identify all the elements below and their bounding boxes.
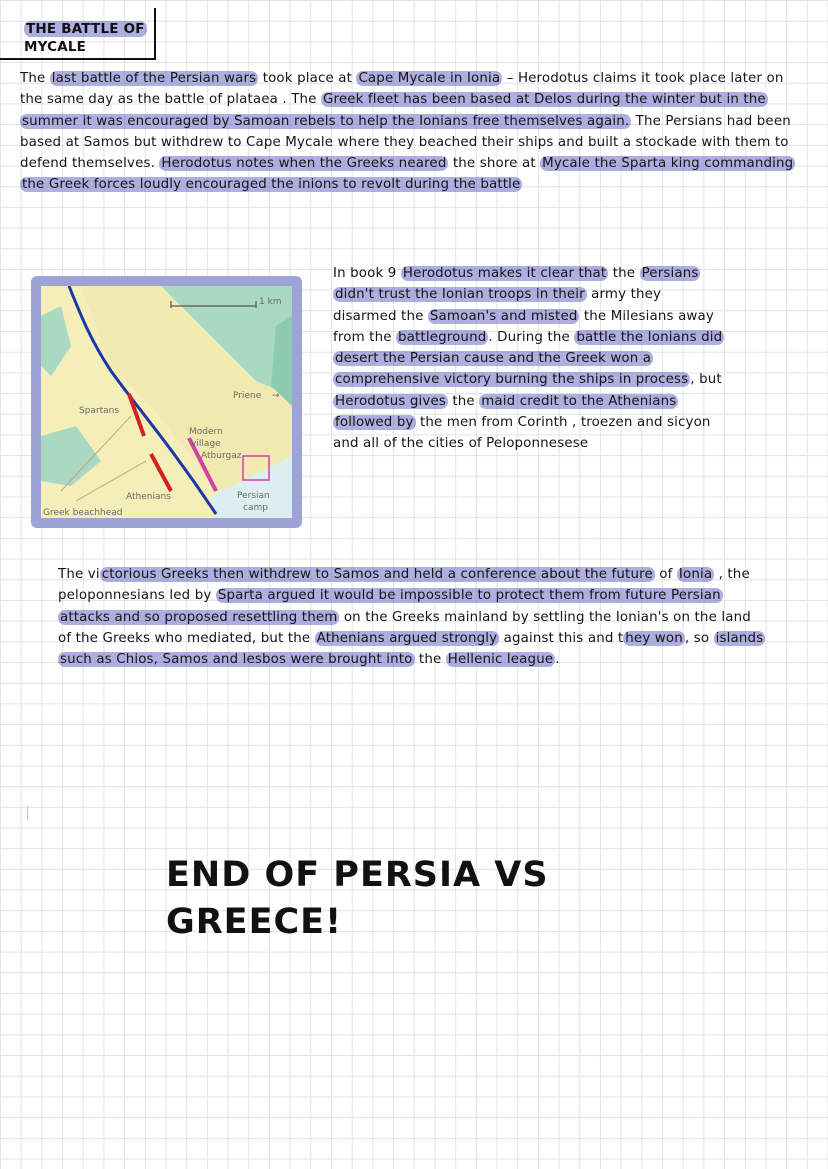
text-segment: on the Greeks mainland by settling the Ionian's on the land of the Greeks who mediated, but the (58, 609, 751, 646)
highlighted-text: Cape Mycale in Ionia (358, 71, 501, 86)
paragraph-aftermath (58, 564, 768, 670)
map-label-spartans: Spartans (79, 406, 120, 416)
text-segment: the (608, 266, 640, 281)
text-segment: The (20, 71, 50, 86)
text-segment: – Herodotus claims it took place later on the same day as the battle of plataea . The (20, 71, 784, 108)
end-heading-line-1: END OF PERSIA VS (166, 855, 549, 895)
highlighted-text: maid credit to the Athenians followed by (335, 393, 677, 431)
text-segment: The Persians had been based at Samos but withdrew to Cape Mycale where they beached their ships and built a stockade with them to defend themselves. (20, 113, 791, 172)
title-line-2: MYCALE (24, 39, 87, 55)
highlighted-text: Athenians argued strongly (316, 630, 498, 646)
title-line-1: THE BATTLE OF (26, 21, 145, 37)
text-segment: , the peloponnesians led by (58, 567, 750, 604)
highlighted-text: ctorious Greeks then withdrew to Samos and held a conference about the future (101, 567, 653, 582)
map-scale-label: 1 km (259, 297, 282, 307)
text-segment: . During the (488, 329, 575, 345)
highlighted-text: Herodotus notes when the Greeks neared (161, 156, 447, 172)
text-segment: , so (684, 630, 714, 646)
text-segment: against this and t (499, 630, 624, 646)
text-segment: , but (690, 372, 722, 388)
highlighted-text: battle the Ionians did desert the Persian cause and the Greek won a comprehensive victory burning the ships in process (335, 329, 723, 388)
battle-map (31, 276, 302, 528)
highlighted-text: Hellenic league (447, 652, 554, 668)
highlighted-text: Sparta argued it would be impossible to protect them from future Persian attacks and so proposed resettling them (60, 588, 721, 625)
text-segment: The vi (58, 567, 100, 582)
map-label-persian: Persian (237, 491, 270, 501)
highlighted-text: Mycale the Sparta king commanding the Greek forces loudly encouraged the inions to revolt during the battle (22, 156, 794, 193)
text-segment: In book 9 (333, 266, 401, 281)
highlighted-text: Herodotus makes it clear that (402, 266, 607, 281)
text-segment: . (555, 652, 560, 668)
map-label-modern: Modern (189, 427, 223, 437)
map-label-athenians: Athenians (126, 492, 171, 502)
text-segment: of (654, 567, 677, 582)
highlighted-text: last battle of the Persian wars (51, 71, 257, 86)
map-label-beachhead: Greek beachhead (43, 508, 123, 518)
stray-pen-mark (27, 806, 28, 820)
highlighted-text: Ionia (678, 567, 713, 582)
text-segment: the Milesians away from the (333, 308, 714, 345)
highlighted-text: islands such as Chios, Samos and lesbos were brought into (60, 630, 764, 668)
map-label-village-name: Atburgaz (201, 451, 242, 461)
map-arrow-priene: → (272, 391, 280, 401)
paragraph-herodotus-book9 (333, 263, 728, 455)
highlighted-text: Persians didn't trust the Ionian troops in their (335, 266, 699, 303)
page-title (24, 20, 152, 56)
map-label-camp: camp (243, 503, 268, 513)
paragraph-mycale-intro (20, 68, 810, 196)
text-segment: army they disarmed the (333, 287, 662, 324)
text-segment: the shore at (448, 156, 541, 172)
battle-map-svg (41, 286, 292, 518)
map-label-village: village (191, 439, 221, 449)
text-segment: the (414, 652, 446, 668)
map-label-priene: Priene (233, 391, 262, 401)
text-segment: the (447, 393, 480, 409)
end-heading-line-2: GREECE! (166, 902, 343, 942)
end-heading (166, 852, 646, 946)
text-segment: the men from Corinth , troezen and sicyon and all of the cities of Peloponnesese (333, 415, 711, 452)
highlighted-text: hey won (625, 630, 683, 646)
highlighted-text: battleground (398, 329, 487, 345)
highlighted-text: Herodotus gives (335, 393, 446, 409)
highlighted-text: Samoan's and misted (429, 308, 578, 324)
text-segment: took place at (258, 71, 357, 86)
highlighted-text: Greek fleet has been based at Delos during the winter but in the summer it was encouraged by Samoan rebels to help the Ionians free themselves again. (22, 92, 766, 129)
